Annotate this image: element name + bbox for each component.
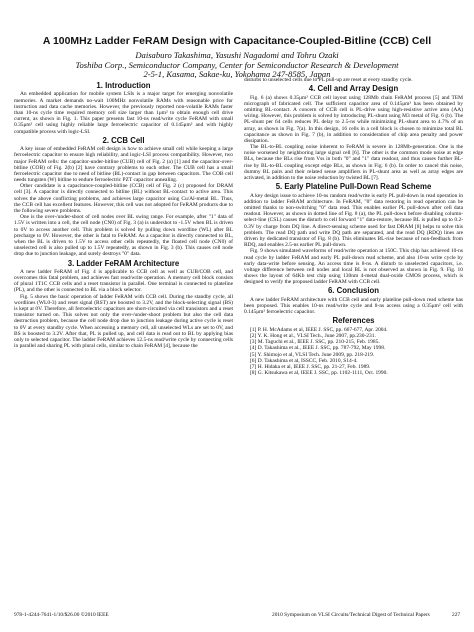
left-column [14,80,233,349]
right-column [244,77,463,376]
paragraph: Fig. 5 shows the basic operation of ladder FeRAM with CCB cell. During the standby cycle, all wordlines (WL0-3) and reset signal (RST) are boosted to 3.2V, and the block-selecting signal (BS) is kept at 0V. Therefore, all ferroelectric capacitors are short-circuited via cell transistors and a reset transistor turned on. This solves not only the over-/under-shoot problem but also the cell data destruction problem, because the cell node drop due to junction leakage during active cycle is reset to 0V at every standby cycle. When accessing a memory cell, all unselected WLs are set to 0V, and BS is boosted to 3.2V. After that, PL is pulled up, and cell data is read out to BL by applying bias only to selected capacitor. The ladder FeRAM achieves 12.5-ns read/write cycle by connecting cells in parallel and sharing PL with plural cells, similar to chain FeRAM [4], because the [14,293,233,350]
section-heading-ccb-cell: 2. CCB Cell [102,135,145,145]
reference-item: [1] P. H. McAdams et al, IEEE J. SSC, pp. 667-677, Apr. 2004. [250,326,388,333]
paragraph: Fig. 6 (a) shows 0.35μm² CCB cell layout using 128Mb chain FeRAM process [5] and TEM micrograph of fabricated cell. The sufficient capacitor area of 0.145μm² has been obtained by omitting BL-contact. A concern of CCB cell is PL-drive using high-resistive active area (AA) wiring. However, this problem is solved by introducing PL-shunt using M3 metal of Fig. 6 (b). The PL-shunt per 64 cells reduces PL delay to 2.5-ns while minimizing PL-shunt area to 4.7% of an array, as shown in Fig. 7(a). In this design, 16 cells in a cell block is chosen to minimize total BL capacitance as shown in Fig. 7 (b), in addition to consideration of chip area penalty and power dissipation. [244,94,463,144]
reference-item: [4] D. Takashima et al., IEEE J. SSC, pp. 787-792, May 1998. [250,345,386,352]
paragraph: The BL-to-BL coupling noise inherent to FeRAM is severe in 128Mb-generation. One is the noise worsened by neighboring large signal cell [6]. The other is the common mode noise at edge BLs, because the BLs rise from Vss in both "0" and "1" data readout, and thus causes further BL-rise by BL-to-BL coupling except edge BLs, as shown in Fig. 6 (b). In order to cancel this noise, dummy BL pairs and their related sense amplifiers in PL-shunt area as well as array edges are activated, in addition to the noise reduction by twisted BL [7]. [244,144,463,182]
reference-list [244,327,463,377]
section-heading-introduction: 1. Introduction [96,81,151,90]
section-heading-early-plateline: 5. Early Plateline Pull-Down Read Scheme [275,182,432,192]
paragraph: A new ladder FeRAM architecture with CCB cell and early plateline pull-down read scheme has been proposed. This enables 10-ns read/write cycle and 8-ns access using a 0.35μm² cell with 0.145μm² ferroelectric capacitor. [244,296,463,316]
authors: Daisaburo Takashima, Yasushi Nagadomi and Tohru Ozaki [135,50,339,60]
section-heading-cell-array-design: 4. Cell and Array Design [308,84,399,94]
reference-item: [6] D. Takashima et al, ISSCC, Feb. 2010, S14-4. [250,357,358,364]
paragraph: Fig. 9 shows simulated waveforms of read/write operation at 150C. This chip has achieved 10-ns read cycle by ladder FeRAM and early PL pull-down read scheme, and also 10-ns write cycle by early data-write before sensing. An access time is 8-ns. A disturb to unselected capacitors, i.e. voltage difference between cell nodes and local BL is not observed as shown in Fig. 9. Fig. 10 shows the layout of 64Kb test chip using 130nm 4-metal dual-oxide CMOS process, which is designed to verify the proposed ladder FeRAM with CCB cell. [244,248,463,286]
paper-title: A 100MHz Ladder FeRAM Design with Capacitance-Coupled-Bitline (CCB) Cell [42,36,432,47]
reference-item: [3] M. Taguchi et al., IEEE J. SSC, pp. 210-215, Feb. 1985. [250,339,380,346]
paragraph: A key design issue to achieve 10-ns random read/write is early PL pull-down in read operation in addition to ladder FeRAM architecture. In FeRAM, "0" data restoring in read operation can be omitted thanks to non-switching "0" data read. This enables earlier PL pull-down after cell data readout. However, as shown in dotted line of Fig. 8 (a), the PL pull-down before disabling column-select-line (CSL) causes the disturb to cell forward "1" data-restore, because BL is pulled up to 0.2-0.3V by charge from DQ line. A direct-sensing scheme used for fast DRAM [8] helps to solve this problem. The read DQ path and write DQ path are separated, and the read DQ (RDQ) lines are driven by dedicated transistor of Fig. 8 (b). This eliminates BL-rise because of non-feedback from RDQ, and enables 2.5-ns earlier PL pull-down. [244,192,463,249]
reference-item: [7] H. Hidaka et al, IEEE J. SSC, pp. 21-27, Feb. 1989. [250,363,371,370]
paragraph: A new ladder FeRAM of Fig. 4 is applicable to CCB cell as well as CUB/COB cell, and overcomes this fatal problem, and achieves fast read/write operation. A memory cell block consists of plural 1T1C CCB cells and a reset transistor in parallel. One terminal is connected to plateline (PL), and the other is connected to BL via a block selector. [14,268,233,294]
reference-item: [2] Y. K. Hong et al., VLSI Tech., June 2007, pp.230-231. [250,333,376,339]
affiliation: Toshiba Corp., Semiconductor Company, Center for Semiconductor Research & Development [75,59,399,70]
section-heading-references: References [332,316,375,326]
reference-item: [8] G. Kitsukawa et al, IEEE J. SSC, pp. 1102-1111, Oct. 1990. [250,370,388,377]
section-heading-ladder-architecture: 3. Ladder FeRAM Architecture [67,258,180,268]
footer-page-number: 227 [452,612,461,618]
paragraph: One is the over-/under-shoot of cell nodes over BL swing range. For example, after "1" data of 1.5V is written into a cell, the cell node (CN0) of Fig. 3 (a) is undershot to -1.5V when BL is driven to 0V to access another cell. This problem is solved by pulling down wordline (WL) after BL precharge to 0V. However, the other is fatal to FeRAM. As a capacitor is directly connected to BL, when the BL is driven to 1.5V to access other cells repeatedly, the floated cell node (CN0) of unselected cell is also pulled up to 1.5V repeatedly, as shown in Fig. 3 (b). This causes cell node drop due to junction leakage, and surely destroys "0" data. [14,214,233,258]
paragraph: A key issue of embedded FeRAM cell design is how to achieve small cell while keeping a large ferroelectric capacitor to ensure high reliability, and logic-LSI process compatibility. However, two major FeRAM cells: the capacitor-under-bitline (CUB) cell of Fig. 2 (a) [1] and the capacitor-over-bitline (COB) of Fig. 2(b) [2] have contrary problems to each other. The CUB cell has a small ferroelectric capacitor due to need of bitline (BL)-contact in gap between capacitors. The COB cell needs tungsten (W) bitline to endure ferroelectric PZT capacitor annealing. [14,146,233,184]
section-heading-conclusion: 6. Conclusion [327,286,380,296]
reference-item: [5] Y. Shimojo et al, VLSI Tech. June 2009, pp. 218-219. [250,351,375,358]
footer-isbn: 978-1-4244-7641-1/10/$26.00 ©2010 IEEE [14,612,109,618]
paragraph: Other candidate is a capacitance-coupled-bitline (CCB) cell of Fig. 2 (c) proposed for DRAM cell [3]. A capacitor is directly connected to bitline (BL) without BL-contact to active area. This solves the above conflicting problems, and achieves large capacitor using Cu/Al-metal BL. Thus, the CCB cell has excellent features. However, this cell was not adopted for FeRAM products due to the following severe problems. [14,183,233,214]
address: 2-5-1, Kasama, Sakae-ku, Yokohama 247-8585, Japan [143,69,331,79]
paragraph: An embedded application for mobile system LSIs is a major target for emerging nonvolatile memories. A market demands no-wait 100MHz nonvolatile RAMs with reasonable price for instruction and data cache memories. However, the previously reported non-volatile RAMs faster than 10-ns cycle time required memory cell size larger than 1μm² to obtain enough cell drive current, as shown in Fig. 1. This paper presents fast 10-ns read/write cycle FeRAM with small 0.35μm² cell using highly reliable large ferroelectric capacitor of 0.145μm² and with highly compatible process with logic-LSI. [14,91,233,135]
footer-venue: 2010 Symposium on VLSI Circuits/Technical Digest of Technical Papers [272,612,430,618]
paragraph: disturbs to unselected cells due to PL pull-up are reset at every standby cycle. [244,77,413,83]
